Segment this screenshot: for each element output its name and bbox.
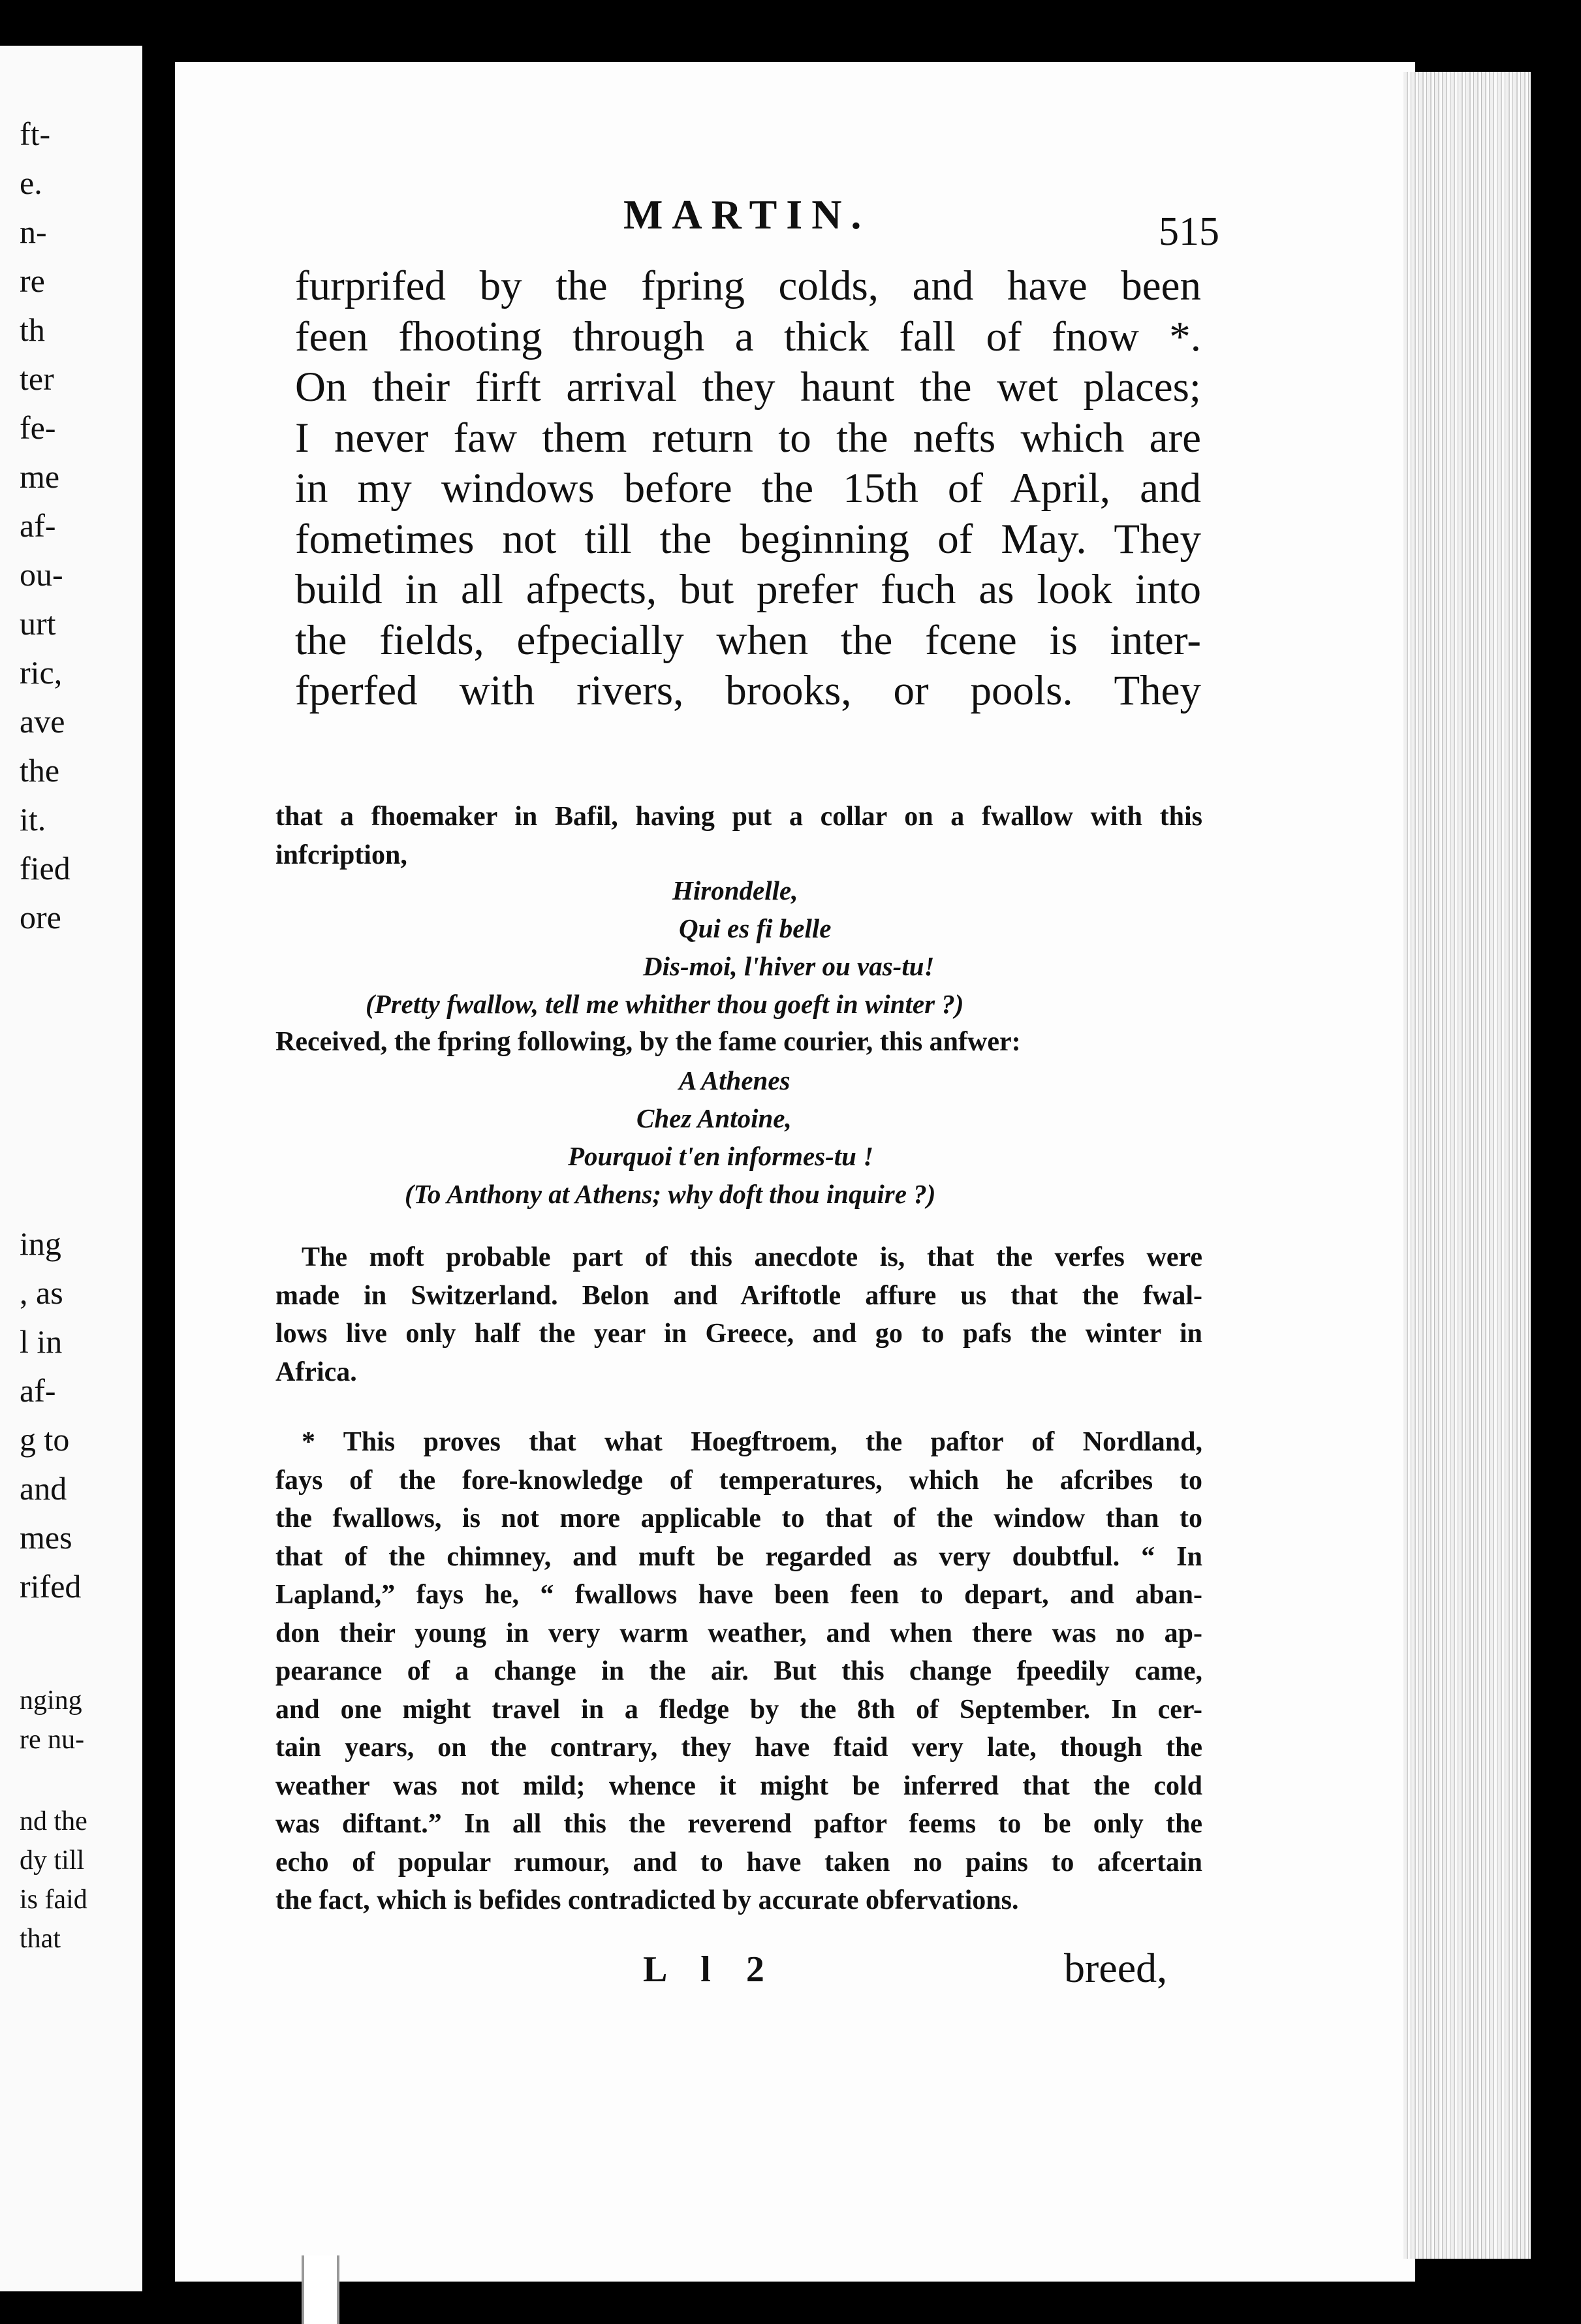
note-middle — [275, 1238, 1202, 1391]
left-fragment: ave — [20, 703, 65, 740]
footnote-line: echo of popular rumour, and to have taken no pains to afcertain — [275, 1847, 1202, 1877]
book-spine-gutter — [142, 0, 176, 2324]
left-fragment: me — [20, 458, 60, 495]
left-fragment: ric, — [20, 654, 63, 691]
left-fragment: n- — [20, 213, 47, 250]
body-line: furprifed by the fpring colds, and have been — [295, 262, 1201, 309]
left-fragment: ft- — [20, 116, 51, 152]
footnote-line: tain years, on the contrary, they have ftaid very late, though the — [275, 1733, 1202, 1763]
body-text — [295, 261, 1201, 717]
body-line: the fields, efpecially when the fcene is inter- — [295, 616, 1201, 664]
received-line: Received, the fpring following, by the fame courier, this anfwer: — [275, 1027, 1021, 1057]
left-fragment: ter — [20, 360, 54, 397]
verse-line: Pourquoi t'en informes-tu ! — [568, 1141, 874, 1171]
left-fragment: urt — [20, 605, 56, 642]
footnote — [275, 1423, 1202, 1920]
body-line: feen fhooting through a thick fall of fnow *. — [295, 313, 1201, 360]
note-top — [275, 798, 1202, 874]
left-fragment: g to — [20, 1421, 70, 1458]
running-head: MARTIN. — [623, 191, 871, 238]
verse-line: A Athenes — [679, 1065, 790, 1095]
note-line: Africa. — [275, 1357, 357, 1387]
note-line: that a fhoemaker in Bafil, having put a collar on a fwallow with this — [275, 802, 1202, 832]
left-fragment: mes — [20, 1519, 72, 1556]
catchword: breed, — [1064, 1945, 1168, 1991]
body-line: On their firft arrival they haunt the wet places; — [295, 364, 1201, 411]
left-fragment: af- — [20, 507, 56, 544]
left-fragment: ing — [20, 1225, 61, 1262]
body-line: build in all afpects, but prefer fuch as look into — [295, 566, 1201, 613]
verse-line: Dis-moi, l'hiver ou vas-tu! — [643, 951, 935, 981]
footnote-line: don their young in very warm weather, and when there was no ap- — [275, 1618, 1202, 1648]
left-fragment: dy till — [20, 1845, 85, 1876]
left-fragment: and — [20, 1470, 67, 1507]
left-fragment: re — [20, 262, 45, 299]
body-line: fometimes not till the beginning of May. They — [295, 515, 1201, 563]
left-fragment: nging — [20, 1686, 82, 1716]
body-line: I never faw them return to the nefts which are — [295, 414, 1201, 462]
body-line: in my windows before the 15th of April, and — [295, 465, 1201, 512]
received-text — [275, 1023, 1202, 1061]
footnote-line: fays of the fore-knowledge of temperatures, which he afcribes to — [275, 1465, 1202, 1496]
signature-mark: L l 2 — [643, 1949, 777, 1990]
verse-translation: (Pretty fwallow, tell me whither thou goeft in winter ?) — [366, 989, 964, 1019]
left-fragment: the — [20, 752, 60, 789]
left-fragment: it. — [20, 801, 46, 838]
verse-line: Hirondelle, — [672, 875, 798, 905]
note-line: The moft probable part of this anecdote is, that the verfes were — [302, 1242, 1202, 1272]
note-line: lows live only half the year in Greece, and go to pafs the winter in — [275, 1319, 1202, 1349]
left-fragment: e. — [20, 165, 42, 201]
left-fragment: ore — [20, 899, 61, 935]
left-fragment: fied — [20, 850, 70, 887]
footnote-line: pearance of a change in the air. But this change fpeedily came, — [275, 1656, 1202, 1686]
footnote-line: was diftant.” In all this the reverend paftor feems to be only the — [275, 1809, 1202, 1839]
left-fragment: th — [20, 311, 45, 348]
footnote-line: Lapland,” fays he, “ fwallows have been feen to depart, and aban- — [275, 1580, 1202, 1610]
verse-line: Qui es fi belle — [679, 913, 832, 943]
verse-translation: (To Anthony at Athens; why doft thou inquire ?) — [405, 1179, 936, 1209]
footnote-line: the fwallows, is not more applicable to that of the window than to — [275, 1503, 1202, 1533]
left-fragment: , as — [20, 1274, 63, 1311]
left-fragment: af- — [20, 1372, 56, 1409]
left-fragment: rifed — [20, 1568, 82, 1605]
left-fragment: fe- — [20, 409, 56, 446]
footnote-line: the fact, which is befides contradicted by accurate obfervations. — [275, 1885, 1019, 1915]
left-fragment: nd the — [20, 1806, 87, 1836]
left-fragment: that — [20, 1924, 61, 1954]
page-fore-edge — [1403, 72, 1531, 2259]
verse-line: Chez Antoine, — [636, 1103, 792, 1133]
footnote-line: * This proves that what Hoegftroem, the paftor of Nordland, — [302, 1427, 1202, 1457]
left-fragment: ou- — [20, 556, 63, 593]
footnote-line: that of the chimney, and muft be regarded as very doubtful. “ In — [275, 1541, 1202, 1572]
page-number: 515 — [1159, 210, 1219, 254]
footnote-line: weather was not mild; whence it might be inferred that the cold — [275, 1770, 1202, 1801]
note-line: infcription, — [275, 840, 407, 870]
left-fragment: l in — [20, 1323, 63, 1360]
paper-tab — [302, 2255, 339, 2324]
left-fragment: is faid — [20, 1885, 87, 1915]
left-facing-page — [0, 46, 142, 2291]
note-line: made in Switzerland. Belon and Ariftotle affure us that the fwal- — [275, 1280, 1202, 1311]
body-line: fperfed with rivers, brooks, or pools. They — [295, 667, 1201, 714]
left-fragment: re nu- — [20, 1725, 85, 1755]
footnote-line: and one might travel in a fledge by the 8th of September. In cer- — [275, 1694, 1202, 1725]
